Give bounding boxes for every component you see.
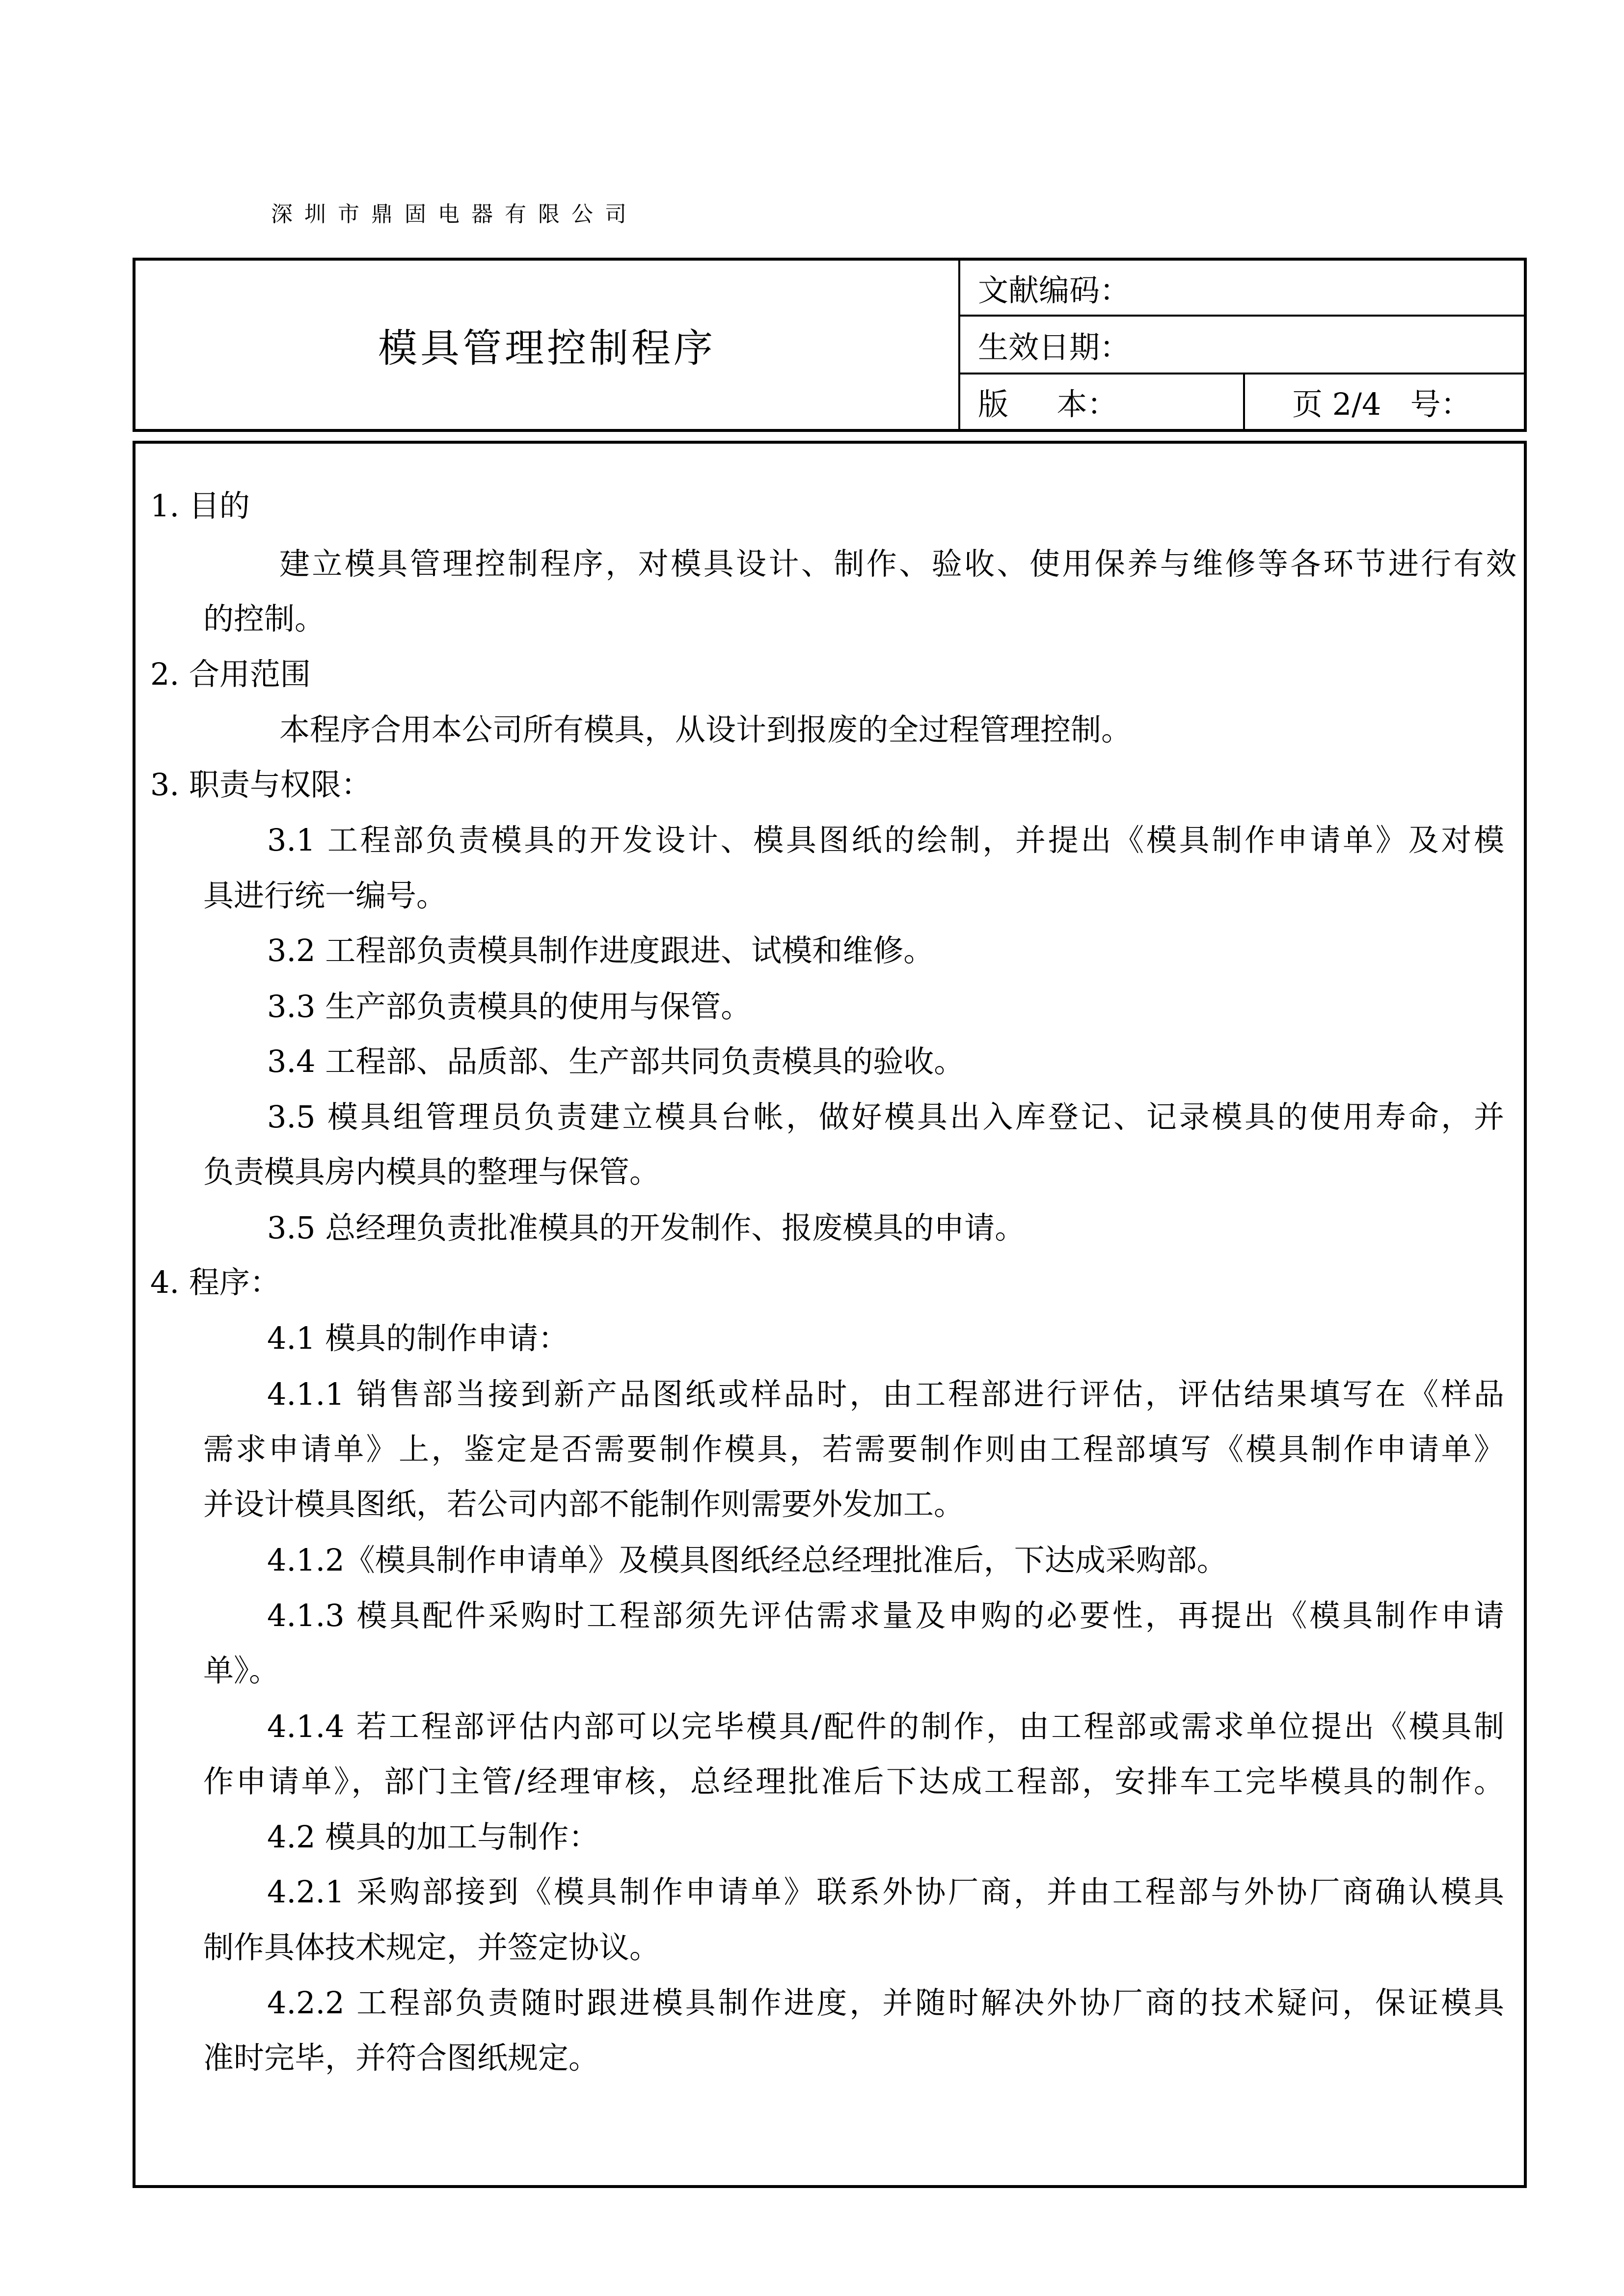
- paragraph-line: 准时完毕，并符合图纸规定。: [203, 2040, 599, 2076]
- paragraph-line: 3.4 工程部、品质部、生产部共同负责模具的验收。: [267, 1043, 965, 1079]
- section-heading: 1. 目的: [150, 488, 250, 524]
- paragraph-line: 4.1.3 模具配件采购时工程部须先评估需求量及申购的必要性，再提出《模具制作申请: [267, 1598, 1504, 1633]
- paragraph-line: 负责模具房内模具的整理与保管。: [203, 1154, 660, 1190]
- document-title: 模具管理控制程序: [135, 261, 960, 429]
- company-name: 深圳市鼎固电器有限公司: [271, 202, 638, 227]
- doc-code-label: 文献编码：: [978, 272, 1131, 308]
- section-heading: 4. 程序：: [150, 1264, 280, 1300]
- paragraph-line: 具进行统一编号。: [203, 878, 447, 913]
- section-heading: 2. 合用范围: [150, 656, 311, 692]
- paragraph-line: 3.2 工程部负责模具制作进度跟进、试模和维修。: [267, 933, 934, 968]
- paragraph-line: 3.1 工程部负责模具的开发设计、模具图纸的绘制，并提出《模具制作申请单》及对模: [267, 822, 1504, 858]
- paragraph-line: 4.1.1 销售部当接到新产品图纸或样品时，由工程部进行评估，评估结果填写在《样品: [267, 1376, 1504, 1412]
- document-body: [133, 441, 1527, 2188]
- paragraph-line: 4.1 模具的制作申请：: [267, 1320, 569, 1356]
- section-heading: 3. 职责与权限：: [150, 767, 372, 802]
- paragraph-line: 建立模具管理控制程序，对模具设计、制作、验收、使用保养与维修等各环节进行有效: [279, 546, 1516, 582]
- paragraph-line: 的控制。: [203, 601, 325, 637]
- effective-date-label: 生效日期：: [978, 329, 1131, 365]
- doc-code-row: [960, 261, 1527, 317]
- paragraph-line: 并设计模具图纸，若公司内部不能制作则需要外发加工。: [203, 1486, 965, 1522]
- paragraph-line: 作申请单》，部门主管/经理审核，总经理批准后下达成工程部，安排车工完毕模具的制作。: [203, 1763, 1504, 1799]
- version-page-row: [960, 374, 1527, 429]
- paragraph-line: 本程序合用本公司所有模具，从设计到报废的全过程管理控制。: [279, 712, 1132, 748]
- paragraph-line: 3.5 总经理负责批准模具的开发制作、报废模具的申请。: [267, 1210, 1026, 1246]
- effective-date-row: [960, 317, 1527, 374]
- page-number-label: 页 2/4 号：: [1292, 386, 1471, 422]
- paragraph-line: 制作具体技术规定，并签定协议。: [203, 1929, 660, 1965]
- paragraph-line: 4.2.2 工程部负责随时跟进模具制作进度，并随时解决外协厂商的技术疑问，保证模具: [267, 1985, 1504, 2021]
- paragraph-line: 4.1.4 若工程部评估内部可以完毕模具/配件的制作，由工程部或需求单位提出《模具制: [267, 1709, 1504, 1744]
- paragraph-line: 3.3 生产部负责模具的使用与保管。: [267, 988, 752, 1024]
- document-header-table: [133, 258, 1527, 432]
- paragraph-line: 单》。: [203, 1653, 280, 1688]
- paragraph-line: 3.5 模具组管理员负责建立模具台帐，做好模具出入库登记、记录模具的使用寿命，并: [267, 1099, 1504, 1135]
- version-label: 版 本：: [960, 374, 1245, 429]
- paragraph-line: 4.1.2《模具制作申请单》及模具图纸经总经理批准后，下达成采购部。: [267, 1542, 1227, 1578]
- paragraph-line: 4.2.1 采购部接到《模具制作申请单》联系外协厂商，并由工程部与外协厂商确认模具: [267, 1874, 1504, 1910]
- paragraph-line: 4.2 模具的加工与制作：: [267, 1819, 599, 1855]
- paragraph-line: 需求申请单》上，鉴定是否需要制作模具，若需要制作则由工程部填写《模具制作申请单》: [203, 1431, 1504, 1467]
